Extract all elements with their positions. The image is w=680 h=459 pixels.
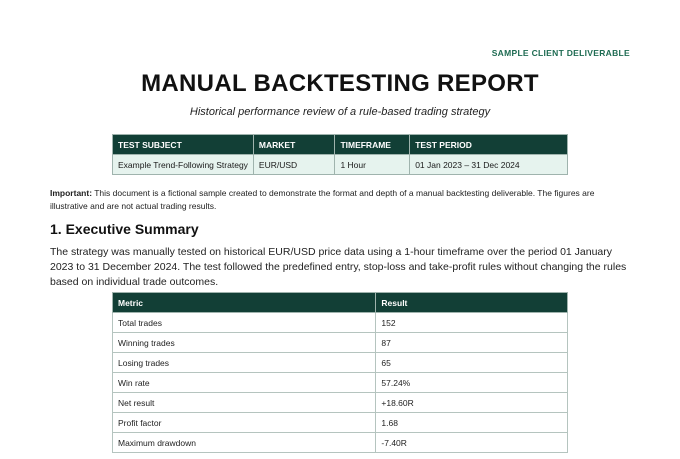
- test-info-table: [112, 134, 568, 175]
- disclaimer-label: Important:: [50, 188, 93, 198]
- metric-cell: Total trades: [113, 313, 376, 333]
- metric-cell: Winning trades: [113, 333, 376, 353]
- table-row: [113, 413, 568, 433]
- report-title: MANUAL BACKTESTING REPORT: [141, 70, 539, 97]
- header-metric: Metric: [113, 293, 376, 313]
- header-test-period: TEST PERIOD: [410, 135, 568, 155]
- executive-summary-paragraph: The strategy was manually tested on historical EUR/USD price data using a 1-hour timeframe over the period 01 January 2023 to 31 December 2024. The test followed the predefined entry, stop-loss and take-profit rules without changing the rules based on individual trade outcomes.: [50, 246, 627, 288]
- header-test-subject: TEST SUBJECT: [113, 135, 254, 155]
- result-cell: 87: [376, 333, 568, 353]
- metric-cell: Losing trades: [113, 353, 376, 373]
- metrics-table: [112, 292, 568, 453]
- result-cell: 1.68: [376, 413, 568, 433]
- header-market: MARKET: [253, 135, 335, 155]
- header-result: Result: [376, 293, 568, 313]
- report-subtitle: Historical performance review of a rule-based trading strategy: [189, 106, 491, 118]
- table-row: [113, 433, 568, 453]
- value-market: EUR/USD: [253, 155, 335, 175]
- metric-cell: Win rate: [113, 373, 376, 393]
- table-row: [113, 353, 568, 373]
- deliverable-badge: SAMPLE CLIENT DELIVERABLE: [491, 48, 630, 58]
- table-row: [113, 313, 568, 333]
- table-row: [113, 333, 568, 353]
- metric-cell: Maximum drawdown: [113, 433, 376, 453]
- result-cell: 65: [376, 353, 568, 373]
- test-info-header-row: [113, 135, 568, 155]
- metric-cell: Net result: [113, 393, 376, 413]
- disclaimer-text: This document is a fictional sample created to demonstrate the format and depth of a manual backtesting deliverable. The figures are illustrative and are not actual trading results.: [50, 188, 595, 211]
- table-row: [113, 393, 568, 413]
- test-info-row: [113, 155, 568, 175]
- result-cell: -7.40R: [376, 433, 568, 453]
- result-cell: 152: [376, 313, 568, 333]
- metric-cell: Profit factor: [113, 413, 376, 433]
- section-heading: 1. Executive Summary: [50, 221, 199, 237]
- value-test-subject: Example Trend-Following Strategy: [113, 155, 254, 175]
- value-test-period: 01 Jan 2023 – 31 Dec 2024: [410, 155, 568, 175]
- result-cell: 57.24%: [376, 373, 568, 393]
- table-row: [113, 373, 568, 393]
- metrics-header-row: [113, 293, 568, 313]
- result-cell: +18.60R: [376, 393, 568, 413]
- value-timeframe: 1 Hour: [335, 155, 410, 175]
- disclaimer-note: [50, 187, 632, 212]
- header-timeframe: TIMEFRAME: [335, 135, 410, 155]
